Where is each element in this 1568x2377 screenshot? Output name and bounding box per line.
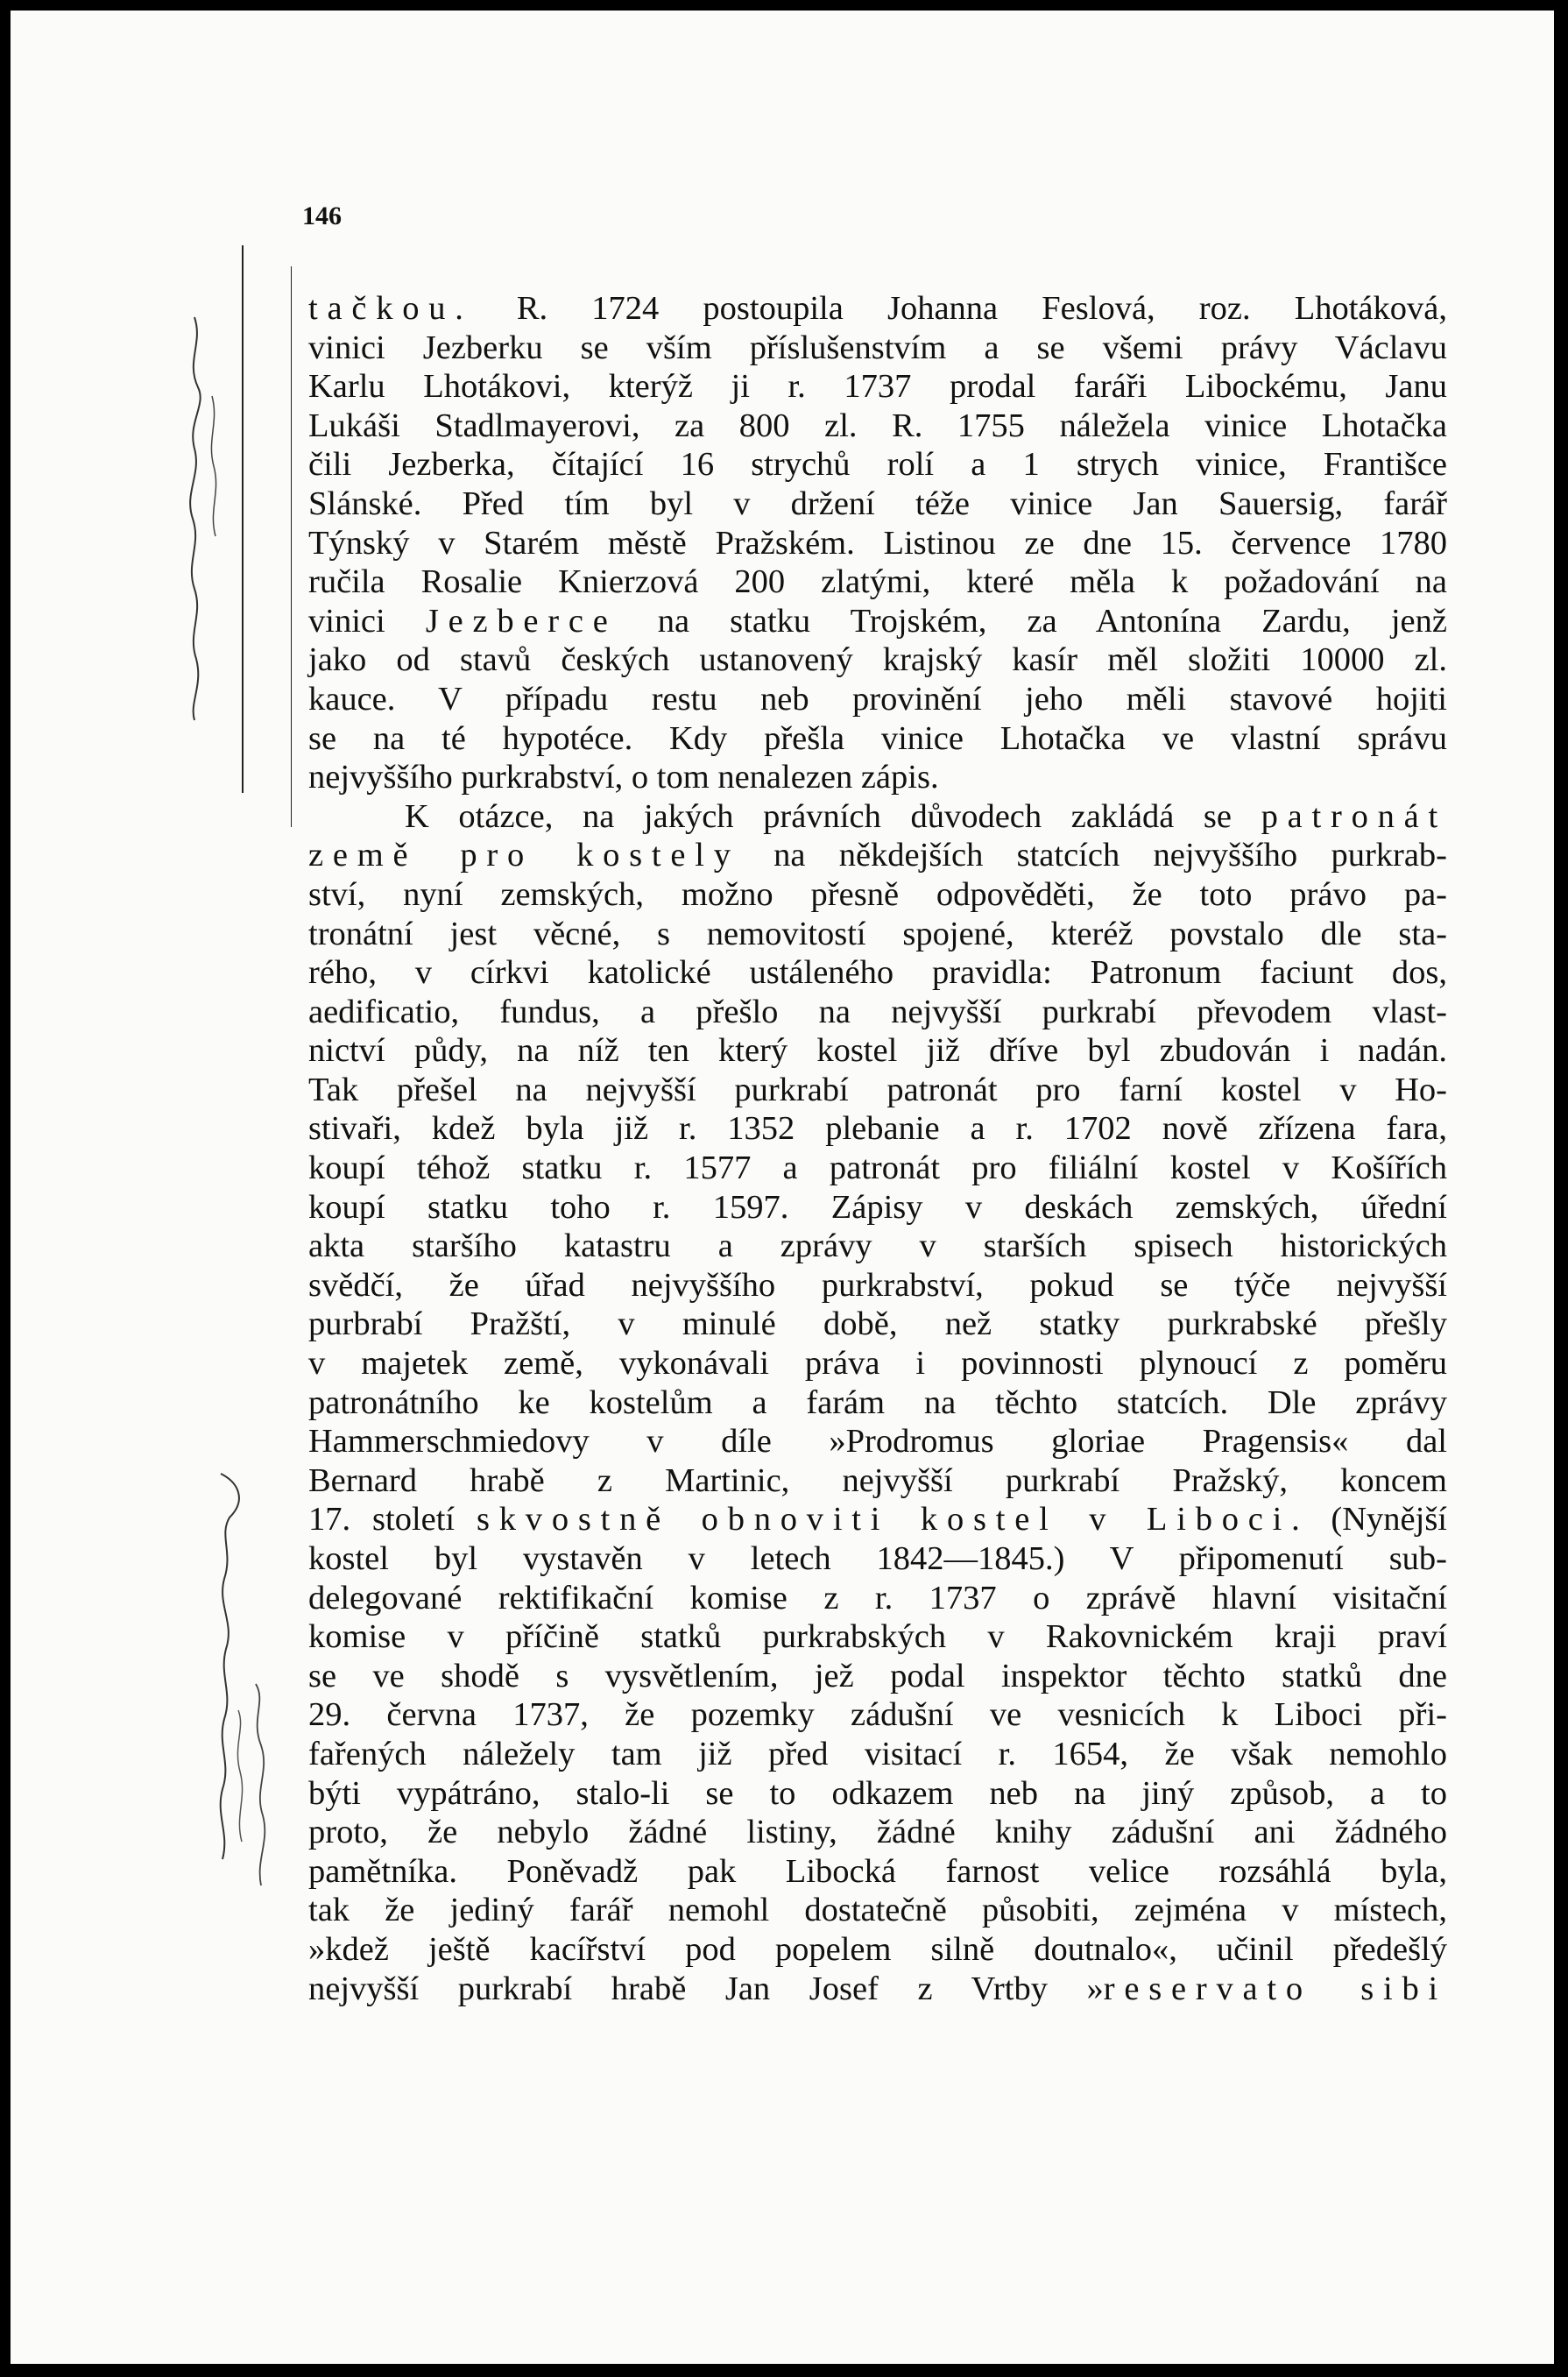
text-line <box>308 640 1447 680</box>
text-segment: Hammerschmiedovy v díle »Prodromus gloriae Pragensis« dal <box>308 1423 1447 1461</box>
body-text <box>308 289 1447 2008</box>
text-segment: na statku Trojském, za Antonína Zardu, jenž <box>617 602 1447 640</box>
text-segment: koupí téhož statku r. 1577 a patronát pro filiální kostel v Košířích <box>308 1150 1447 1187</box>
text-line <box>308 602 1447 641</box>
text-line <box>308 289 1447 329</box>
text-segment: kauce. V případu restu neb provinění jeho měli stavové hojiti <box>308 680 1447 718</box>
text-segment: purbrabí Pražští, v minulé době, než statky purkrabské přešly <box>308 1305 1447 1343</box>
text-line <box>308 367 1447 407</box>
text-segment: svědčí, že úřad nejvyššího purkrabství, pokud se týče nejvyšší <box>308 1266 1447 1304</box>
text-line <box>308 1422 1447 1461</box>
text-line <box>308 1500 1447 1539</box>
text-line <box>308 1344 1447 1383</box>
text-segment: nejvyššího purkrabství, o tom nenalezen zápis. <box>308 759 939 796</box>
text-segment: K otázce, na jakých právních důvodech zakládá se <box>405 797 1261 835</box>
text-segment: stivaři, kdež byla již r. 1352 plebanie a r. 1702 nově zřízena fara, <box>308 1110 1447 1148</box>
text-line <box>308 1970 1447 2009</box>
text-segment: se ve shodě s vysvětlením, jež podal inspektor těchto statků dne <box>308 1657 1447 1694</box>
text-segment: vinici Jezberku se vším příslušenstvím a se všemi právy Václavu <box>308 329 1447 366</box>
text-line <box>308 1774 1447 1814</box>
text-line <box>308 719 1447 759</box>
text-segment: nictví půdy, na níž ten který kostel již dříve byl zbudován i nadán. <box>308 1032 1447 1070</box>
text-line <box>308 1149 1447 1188</box>
text-segment: Týnský v Starém městě Pražském. Listinou ze dne 15. července 1780 <box>308 524 1447 562</box>
text-segment: na někdejších statcích nejvyššího purkrab- <box>739 837 1448 874</box>
text-line <box>308 1305 1447 1344</box>
pencil-annotation-upper <box>168 308 238 729</box>
text-segment: jako od stavů českých ustanovený krajský kasír měl složiti 10000 zl. <box>308 641 1447 679</box>
text-line <box>308 1813 1447 1852</box>
text-segment: komise v příčině statků purkrabských v Rakovnickém kraji praví <box>308 1618 1447 1656</box>
text-segment: Karlu Lhotákovi, kterýž ji r. 1737 prodal faráři Libockému, Janu <box>308 368 1447 406</box>
text-segment: fařených náležely tam již před visitací r. 1654, že však nemohlo <box>308 1735 1447 1772</box>
text-line <box>308 1383 1447 1423</box>
text-line <box>308 1109 1447 1149</box>
text-segment: čili Jezberka, čítající 16 strychů rolí a 1 strych vinice, Františce <box>308 446 1447 484</box>
margin-rule-short <box>291 266 292 827</box>
text-segment: rého, v církvi katolické ustáleného pravidla: Patronum faciunt dos, <box>308 954 1447 992</box>
text-segment: 17. století <box>308 1501 477 1539</box>
text-line <box>308 1617 1447 1657</box>
text-segment: ručila Rosalie Knierzová 200 zlatými, které měla k požadování na <box>308 563 1447 601</box>
text-segment: akta staršího katastru a zprávy v starších spisech historických <box>308 1227 1447 1265</box>
spaced-emphasis-text: země pro kostely <box>308 837 740 874</box>
text-segment: 29. června 1737, že pozemky zádušní ve vesnicích k Liboci při- <box>308 1696 1447 1734</box>
text-segment: se na té hypotéce. Kdy přešla vinice Lhotačka ve vlastní správu <box>308 719 1447 757</box>
text-line <box>308 953 1447 993</box>
text-segment: kostel byl vystavěn v letech 1842—1845.) V připomenutí sub- <box>308 1540 1447 1577</box>
text-segment: »kdež ještě kacířství pod popelem silně doutnalo«, učinil předešlý <box>308 1930 1447 1968</box>
spaced-emphasis-text: patronát <box>1261 797 1447 835</box>
spaced-emphasis-text: reservato sibi <box>1103 1970 1447 2007</box>
text-line <box>308 1735 1447 1774</box>
text-line <box>308 758 1447 797</box>
text-segment: Bernard hrabě z Martinic, nejvyšší purkrabí Pražský, koncem <box>308 1461 1447 1499</box>
text-line <box>308 1461 1447 1501</box>
text-line <box>308 1852 1447 1892</box>
text-line <box>308 407 1447 446</box>
text-segment: býti vypátráno, stalo-li se to odkazem neb na jiný způsob, a to <box>308 1774 1447 1812</box>
text-line <box>308 445 1447 485</box>
text-line <box>308 329 1447 368</box>
text-segment: proto, že nebylo žádné listiny, žádné knihy zádušní ani žádného <box>308 1814 1447 1851</box>
spaced-emphasis-text: tačkou. <box>308 290 473 327</box>
text-segment: ství, nyní zemských, možno přesně odpověděti, že toto právo pa- <box>308 875 1447 913</box>
text-line <box>308 680 1447 719</box>
text-segment: koupí statku toho r. 1597. Zápisy v deskách zemských, úřední <box>308 1188 1447 1226</box>
page-number: 146 <box>302 202 342 230</box>
spaced-emphasis-text: skvostně obnoviti kostel v Liboci. <box>477 1501 1310 1539</box>
text-segment: R. 1724 postoupila Johanna Feslová, roz. Lhotáková, <box>472 290 1447 327</box>
text-line <box>308 1579 1447 1618</box>
text-segment: tak že jediný farář nemohl dostatečně působiti, zejména v místech, <box>308 1892 1447 1929</box>
text-line <box>308 1657 1447 1696</box>
text-segment: patronátního ke kostelům a farám na těchto statcích. Dle zprávy <box>308 1383 1447 1421</box>
text-line <box>308 875 1447 915</box>
text-segment: (Nynější <box>1309 1501 1448 1539</box>
book-page <box>11 11 1554 2364</box>
text-line <box>308 1227 1447 1266</box>
text-segment: nejvyšší purkrabí hrabě Jan Josef z Vrtby » <box>308 1970 1104 2007</box>
text-line <box>308 1031 1447 1071</box>
text-line <box>308 1695 1447 1735</box>
text-line <box>308 1539 1447 1579</box>
text-segment: pamětníka. Poněvadž pak Libocká farnost velice rozsáhlá byla, <box>308 1852 1447 1890</box>
pencil-annotation-lower <box>203 1465 291 1956</box>
text-line <box>308 915 1447 954</box>
text-segment: Slánské. Před tím byl v držení téže vinice Jan Sauersig, farář <box>308 485 1447 522</box>
text-line <box>308 1266 1447 1305</box>
text-line <box>308 1071 1447 1110</box>
spaced-emphasis-text: Jezberce <box>425 602 618 640</box>
text-line <box>308 993 1447 1032</box>
margin-rule-long <box>242 245 244 793</box>
text-segment: Lukáši Stadlmayerovi, za 800 zl. R. 1755 náležela vinice Lhotačka <box>308 407 1447 444</box>
text-line <box>308 562 1447 602</box>
text-line <box>308 797 1447 837</box>
text-line <box>308 1930 1447 1970</box>
text-line <box>308 836 1447 875</box>
text-line <box>308 524 1447 563</box>
text-segment: delegované rektifikační komise z r. 1737 o zprávě hlavní visitační <box>308 1579 1447 1617</box>
text-segment: v majetek země, vykonávali práva i povinnosti plynoucí z poměru <box>308 1345 1447 1383</box>
text-segment: tronátní jest věcné, s nemovitostí spojené, kteréž povstalo dle sta- <box>308 915 1447 952</box>
text-line <box>308 1891 1447 1930</box>
text-segment: aedificatio, fundus, a přešlo na nejvyšší purkrabí převodem vlast- <box>308 993 1447 1030</box>
text-line <box>308 1188 1447 1227</box>
text-segment: Tak přešel na nejvyšší purkrabí patronát pro farní kostel v Ho- <box>308 1071 1447 1108</box>
text-segment: vinici <box>308 602 426 640</box>
text-line <box>308 485 1447 524</box>
